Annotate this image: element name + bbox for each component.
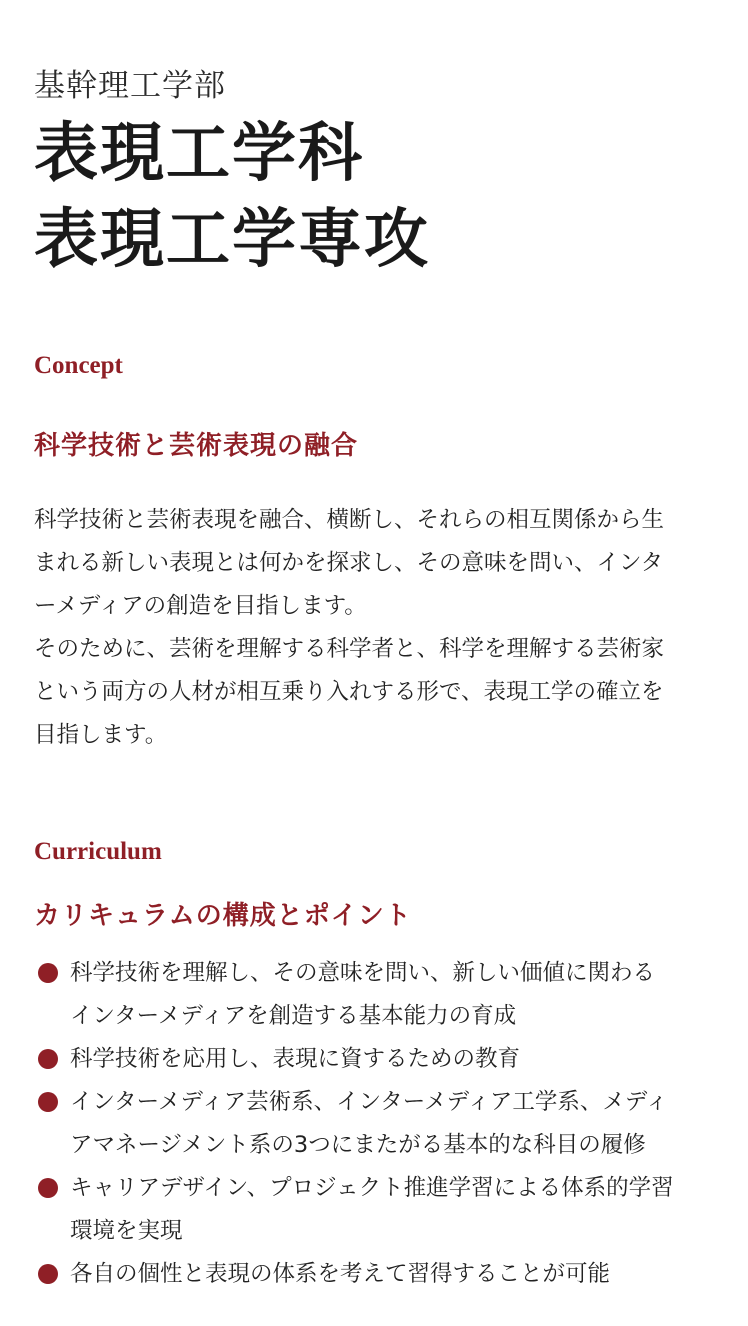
- concept-text-line: 目指します。: [34, 722, 168, 748]
- curriculum-heading: カリキュラムの構成とポイント: [34, 901, 412, 931]
- concept-text-line: そのために、芸術を理解する科学者と、科学を理解する芸術家: [34, 636, 665, 662]
- list-item-text: 各自の個性と表現の体系を考えて習得することが可能: [70, 1261, 611, 1287]
- department-title: 表現工学科: [34, 116, 364, 191]
- faculty-name: 基幹理工学部: [34, 68, 226, 104]
- curriculum-section-label: Curriculum: [34, 838, 162, 865]
- concept-text-line: という両方の人材が相互乗り入れする形で、表現工学の確立を: [34, 679, 664, 705]
- list-item: [34, 952, 724, 1038]
- curriculum-point-list: [34, 952, 724, 1296]
- list-item: [34, 1253, 724, 1296]
- concept-section-label: Concept: [34, 352, 123, 379]
- bullet-icon: [38, 1264, 58, 1284]
- bullet-icon: [38, 963, 58, 983]
- list-item: [34, 1167, 724, 1253]
- graduate-program-title: 表現工学専攻: [34, 202, 430, 277]
- list-item: [34, 1081, 724, 1167]
- list-item-text: 科学技術を応用し、表現に資するための教育: [70, 1046, 521, 1072]
- list-item: [34, 1038, 724, 1081]
- list-item-text: 環境を実現: [70, 1218, 183, 1244]
- list-item-text: インターメディアを創造する基本能力の育成: [70, 1003, 517, 1029]
- bullet-icon: [38, 1092, 58, 1112]
- list-item-text: インターメディア芸術系、インターメディア工学系、メディ: [70, 1089, 669, 1115]
- concept-heading: 科学技術と芸術表現の融合: [34, 431, 359, 461]
- list-item-text: 科学技術を理解し、その意味を問い、新しい価値に関わる: [70, 960, 656, 986]
- list-item-text: キャリアデザイン、プロジェクト推進学習による体系的学習: [70, 1175, 674, 1201]
- concept-text-line: 科学技術と芸術表現を融合、横断し、それらの相互関係から生: [34, 507, 665, 533]
- concept-text-line: まれる新しい表現とは何かを探求し、その意味を問い、インタ: [34, 550, 664, 576]
- list-item-text: アマネージメント系の3つにまたがる基本的な科目の履修: [70, 1132, 646, 1158]
- concept-body: [34, 499, 724, 757]
- concept-text-line: ーメディアの創造を目指します。: [34, 593, 367, 619]
- bullet-icon: [38, 1049, 58, 1069]
- bullet-icon: [38, 1178, 58, 1198]
